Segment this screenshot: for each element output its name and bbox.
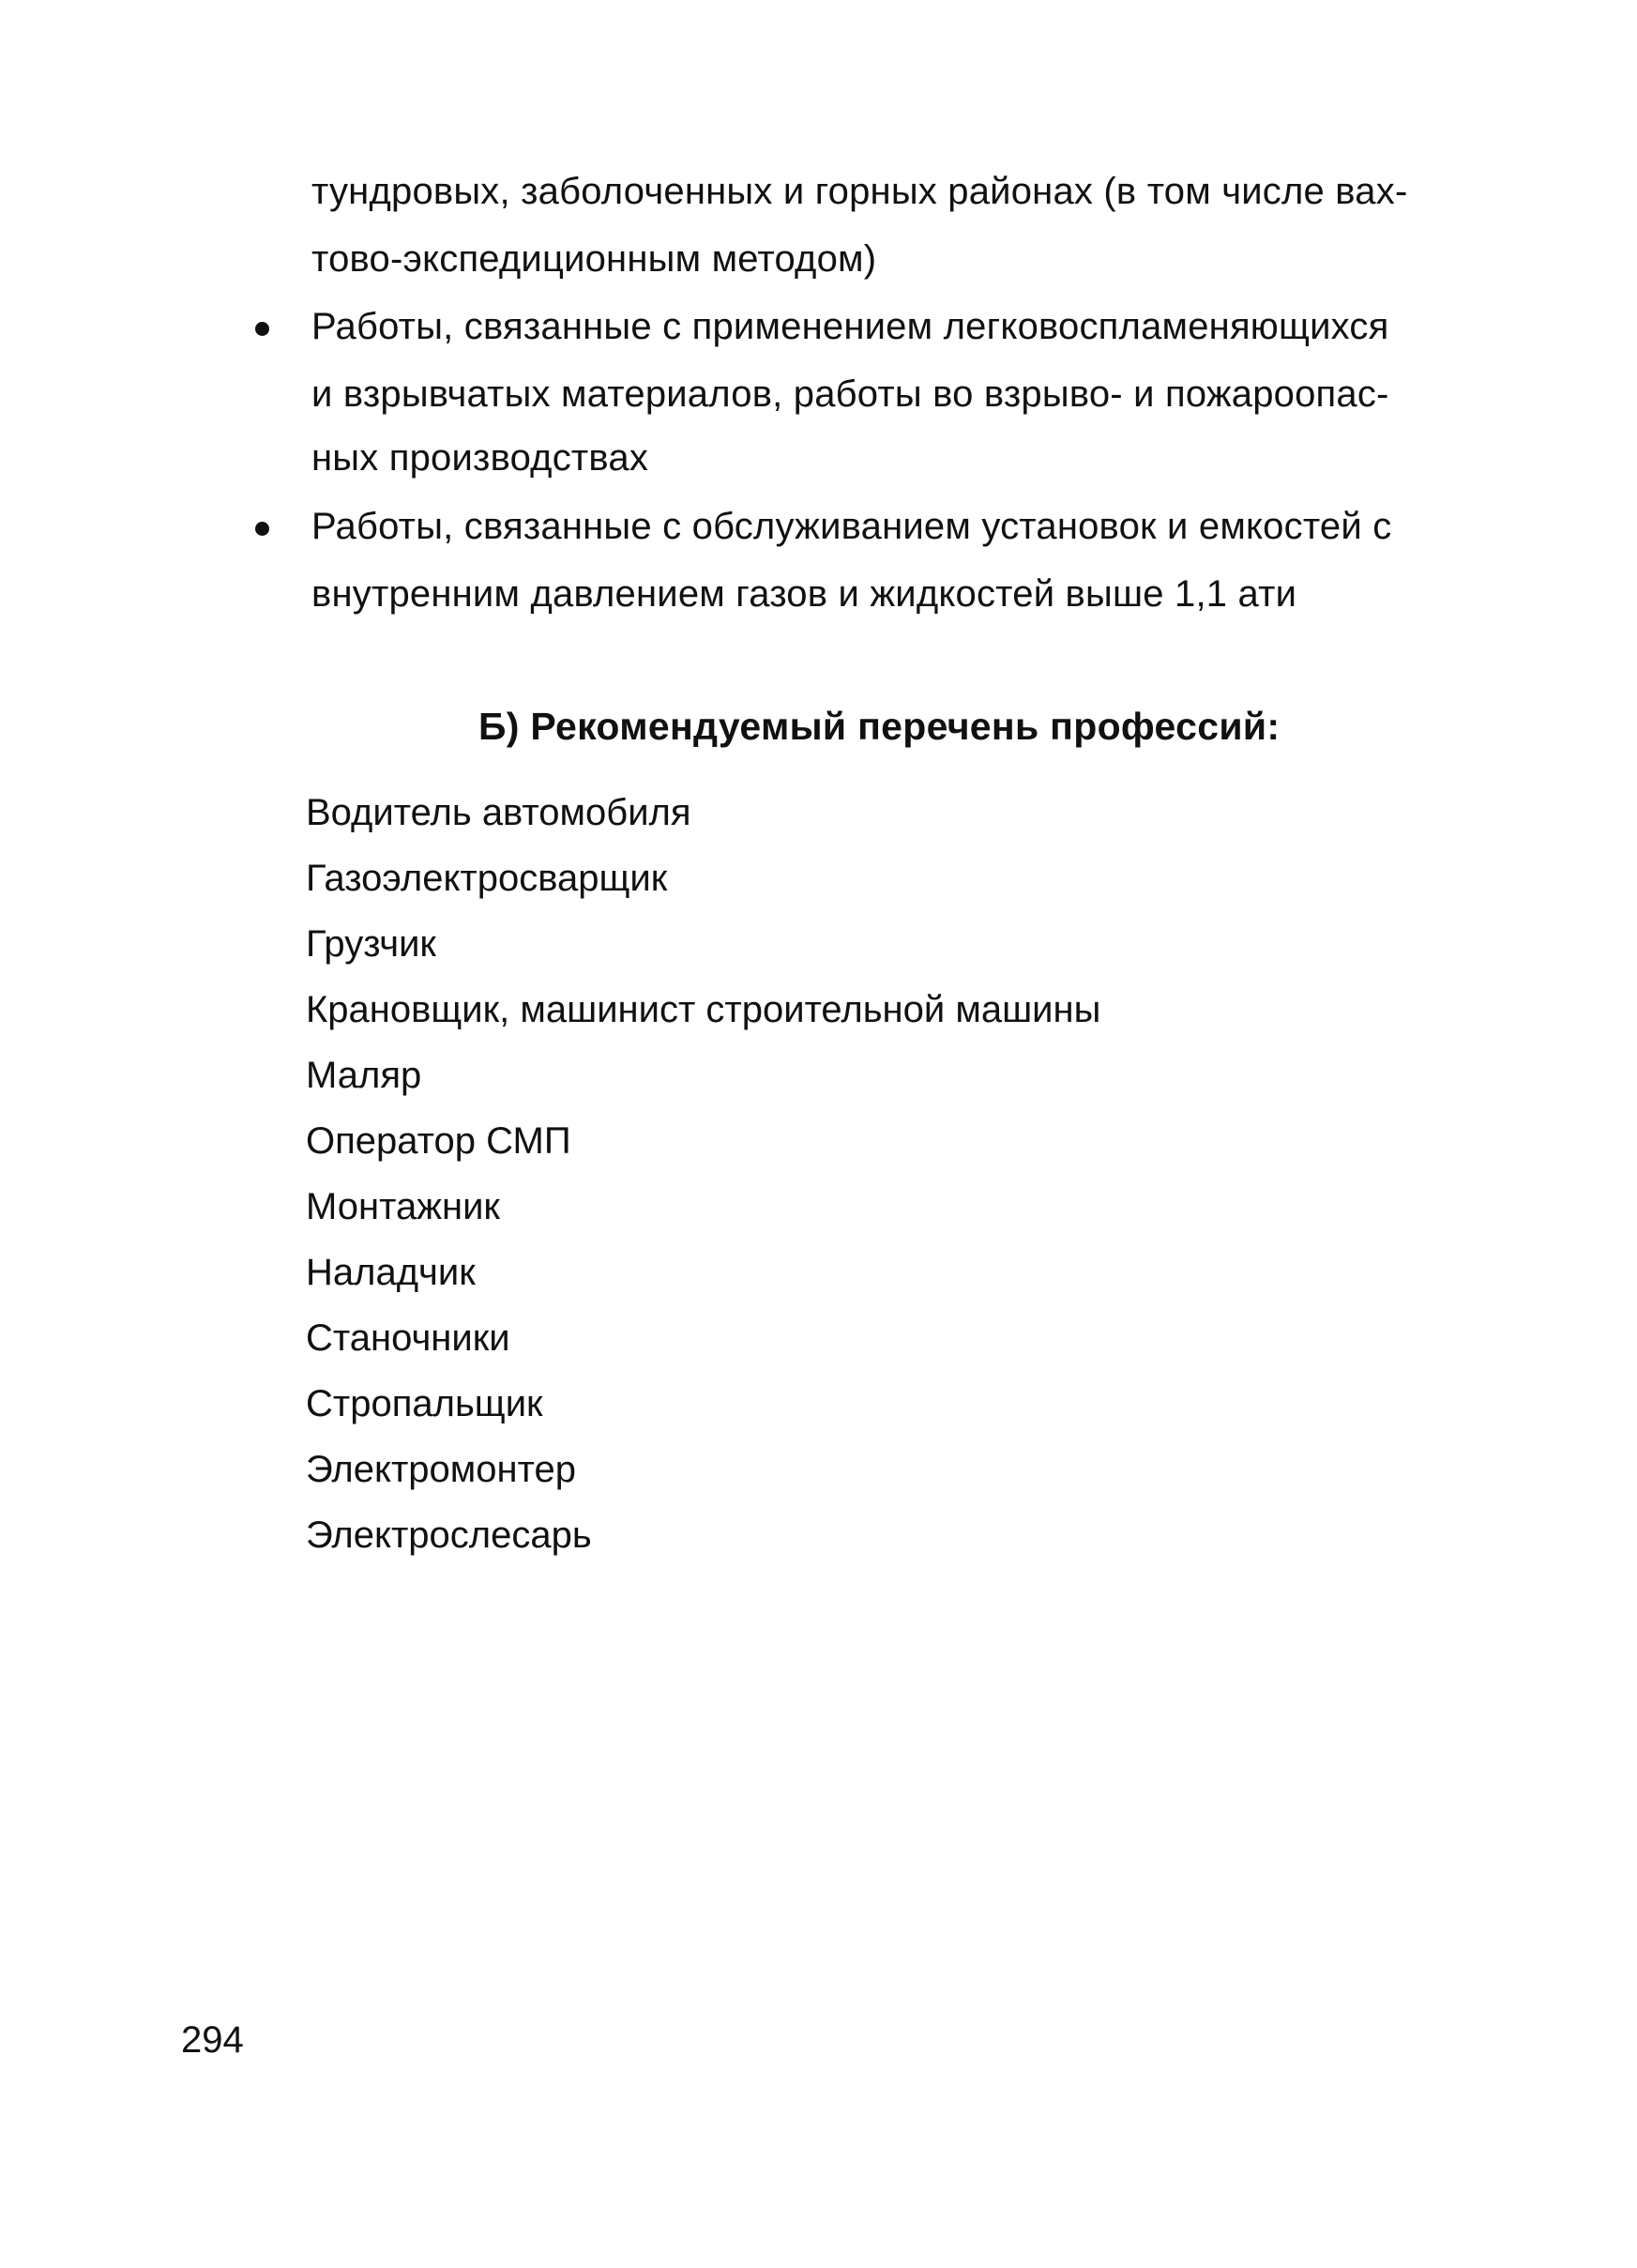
profession-item: Водитель автомобиля — [306, 792, 691, 833]
profession-item: Электромонтер — [306, 1449, 576, 1490]
profession-item: Наладчик — [306, 1252, 476, 1293]
page-number: 294 — [181, 2019, 244, 2061]
profession-item: Монтажник — [306, 1186, 500, 1227]
profession-item: Газоэлектросварщик — [306, 858, 668, 899]
profession-item: Маляр — [306, 1055, 422, 1096]
bullet-item-line: внутренним давлением газов и жидкостей выше 1,1 ати — [311, 573, 1297, 615]
section-heading: Б) Рекомендуемый перечень профессий: — [478, 705, 1281, 748]
profession-item: Электрослесарь — [306, 1515, 592, 1556]
bullet-item-line: ных производствах — [311, 437, 649, 479]
bullet-dot — [255, 522, 269, 536]
bullet-dot — [255, 322, 269, 336]
bullet-item-line: Работы, связанные с обслуживанием установок и емкостей с — [311, 506, 1392, 547]
bullet-item-line: и взрывчатых материалов, работы во взрыво- и пожароопас- — [311, 373, 1389, 415]
profession-item: Крановщик, машинист строительной машины — [306, 989, 1101, 1030]
profession-item: Грузчик — [306, 923, 436, 965]
bullet-item-line: Работы, связанные с применением легковоспламеняющихся — [311, 306, 1389, 347]
profession-item: Стропальщик — [306, 1383, 543, 1424]
profession-item: Станочники — [306, 1317, 510, 1359]
profession-item: Оператор СМП — [306, 1120, 571, 1162]
continuation-line: тундровых, заболоченных и горных районах (в том числе вах- — [311, 171, 1408, 212]
continuation-line: тово-экспедиционным методом) — [311, 238, 877, 280]
